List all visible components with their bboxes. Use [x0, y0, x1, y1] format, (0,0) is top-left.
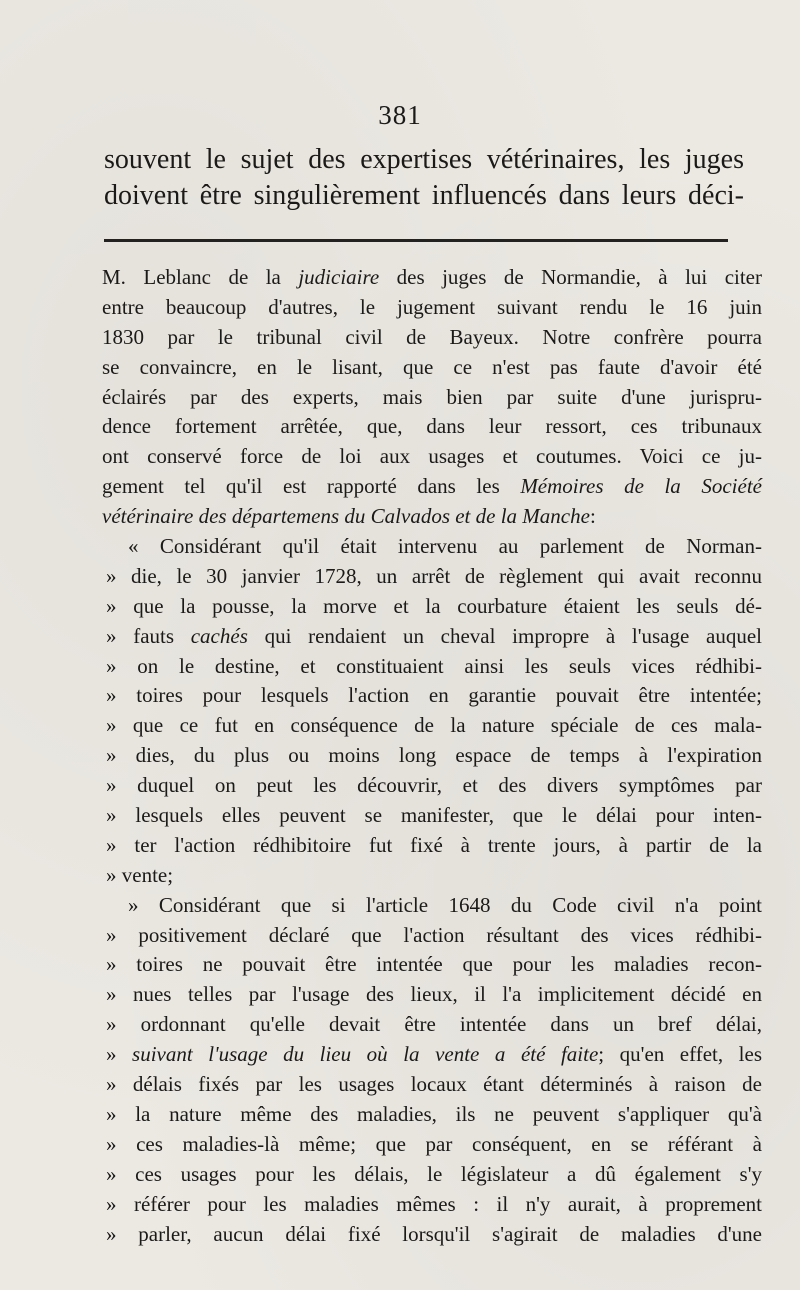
text-line: » on le destine, et constituaient ainsi les seuls vices rédhibi- — [106, 653, 762, 678]
text-line: gement tel qu'il est rapporté dans les Mémoires de la Société — [102, 474, 762, 499]
text-line: vétérinaire des départemens du Calvados et de la Manche: — [102, 504, 596, 529]
text-line: » Considérant que si l'article 1648 du Code civil n'a point — [128, 892, 762, 917]
text-line: » délais fixés par les usages locaux étant déterminés à raison de — [106, 1072, 762, 1097]
text-line: M. Leblanc de la judiciaire des juges de Normandie, à lui citer — [102, 265, 762, 289]
continued-text-header — [104, 142, 744, 214]
text-line: » fauts cachés qui rendaient un cheval impropre à l'usage auquel — [106, 623, 762, 648]
text-line: ont conservé force de loi aux usages et coutumes. Voici ce ju- — [102, 444, 762, 469]
text-line: entre beaucoup d'autres, le jugement suivant rendu le 16 juin — [102, 294, 762, 319]
text-line: » ordonnant qu'elle devait être intentée dans un bref délai, — [106, 1012, 762, 1037]
text-line: 1830 par le tribunal civil de Bayeux. Notre confrère pourra — [102, 324, 762, 349]
text-line: » vente; — [106, 862, 174, 887]
text-line: » toires pour lesquels l'action en garantie pouvait être intentée; — [106, 683, 762, 708]
text-line: » die, le 30 janvier 1728, un arrêt de règlement qui avait reconnu — [106, 563, 762, 588]
header-line: souvent le sujet des expertises vétérinaires, les juges — [104, 144, 744, 175]
text-line: » nues telles par l'usage des lieux, il l'a implicitement décidé en — [106, 982, 762, 1007]
text-line: » parler, aucun délai fixé lorsqu'il s'agirait de maladies d'une — [106, 1221, 762, 1246]
text-line: se convaincre, en le lisant, que ce n'est pas faute d'avoir été — [102, 354, 762, 379]
text-line: » ter l'action rédhibitoire fut fixé à trente jours, à partir de la — [106, 832, 762, 857]
text-line: éclairés par des experts, mais bien par suite d'une jurispru- — [102, 384, 762, 409]
text-line: » que la pousse, la morve et la courbature étaient les seuls dé- — [106, 593, 762, 618]
text-line: » positivement déclaré que l'action résultant des vices rédhibi- — [106, 922, 762, 947]
text-line: » ces usages pour les délais, le législateur a dû également s'y — [106, 1161, 762, 1186]
text-line: » toires ne pouvait être intentée que pour les maladies recon- — [106, 952, 762, 977]
page-number: 381 — [378, 100, 422, 130]
text-line: dence fortement arrêtée, que, dans leur ressort, ces tribunaux — [102, 414, 762, 439]
text-line: » dies, du plus ou moins long espace de temps à l'expiration — [106, 743, 762, 768]
text-line: » que ce fut en conséquence de la nature spéciale de ces mala- — [106, 713, 762, 738]
text-line: » lesquels elles peuvent se manifester, que le délai pour inten- — [106, 803, 762, 828]
text-line: « Considérant qu'il était intervenu au parlement de Norman- — [128, 534, 762, 559]
header-line: doivent être singulièrement influencés dans leurs déci- — [104, 180, 744, 211]
text-line: » suivant l'usage du lieu où la vente a été faite; qu'en effet, les — [106, 1042, 763, 1067]
body-text — [102, 263, 762, 1249]
horizontal-rule — [104, 239, 728, 242]
text-line: » ces maladies-là même; que par conséquent, en se référant à — [106, 1131, 762, 1156]
text-line: » la nature même des maladies, ils ne peuvent s'appliquer qu'à — [106, 1101, 762, 1126]
text-line: » duquel on peut les découvrir, et des divers symptômes par — [106, 773, 762, 798]
text-line: » référer pour les maladies mêmes : il n'y aurait, à proprement — [106, 1191, 762, 1216]
